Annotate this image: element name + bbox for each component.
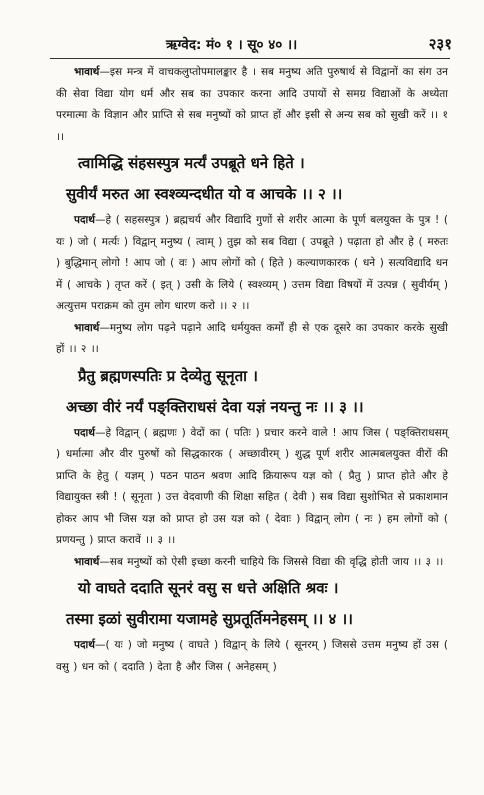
verse-line: सुवीर्यं मरुत आ स्वश्व्यन्दधीत यो व आचके ।। २ ।। [66,185,343,203]
verse-line: प्रैतु ब्रह्मणस्पतिः प्र देव्येतु सूनृता । [78,366,258,385]
page-number: २३१ [428,35,452,53]
section-text: —मनुष्य लोग पढ़ने पढ़ाने आदि धर्मयुक्त कर्मों ही से एक दूसरे का उपकार करके सुखी हों ।। २ ।। [56,321,448,355]
section-text: —हे ( सहसस्पुत्र ) ब्रह्मचर्य और विद्यादि गुणों से शरीर आत्मा के पूर्ण बलयुक्त के पुत्र ! ( यः ) जो ( मर्त्यः ) विद्वान् मनुष्य ( त्वाम् ) तुझ को सब विद्या ( उपब्रूते ) पढ़ाता हो और हे ( मरुतः ) बुद्धिमान् लोगो ! आप जो ( वः ) आप लोगों को ( हिते ) कल्याणकारक ( धने ) सत्यविद्यादि धन में ( आचके ) तृप्त करें ( इत् ) उसी के लिये ( स्वश्व्यम् ) उत्तम विद्या विषयों में उत्पन्न ( सुवीर्यम् ) अत्युत्तम पराक्रम को तुम लोग धारण करो ।। २ ।। [56,214,448,312]
section-label: पदार्थ [74,214,95,226]
prose-paragraph [56,423,448,552]
prose-paragraph [56,318,448,361]
page-body [56,62,448,678]
verse-line: त्वामिद्धि संहसस्पुत्र मर्त्यं उपब्रूते धने हिते । [78,154,305,172]
prose-paragraph [56,552,448,574]
prose-paragraph [56,210,448,318]
running-title: ऋग्वेद: मं० १ । सू० ४० ।। [166,37,298,53]
section-label: भावार्थ [74,66,100,78]
section-label: पदार्थ [74,639,95,651]
page-header [0,34,484,56]
section-text: —इस मन्त्र में वाचकलुप्तोपमालङ्कार है । सब मनुष्य अति पुरुषार्थ से विद्वानों का संग उन की सेवा विद्या योग धर्म और सब का उपकार करना आदि उपायों से समग्र विद्याओं के अध्येता परमात्मा के विज्ञान और प्राप्ति से सब मनुष्यों को प्राप्त हों और इसी से अन्य सब को सुखी करें ।। १ ।। [56,66,448,143]
header-divider [50,58,450,59]
prose-paragraph [56,635,448,678]
section-label: पदार्थ [74,426,95,439]
section-text: —हे विद्वान् ( ब्रह्मणः ) वेदों का ( पतिः ) प्रचार करने वाले ! आप जिस ( पङ्क्तिराधसम् ) धर्मात्मा और वीर पुरुषों को सिद्धकारक ( अच्छावीरम् ) शुद्ध पूर्ण शरीर आत्मबलयुक्त वीरों की प्राप्ति के हेतु ( यज्ञम् ) पठन पाठन श्रवण आदि क्रियारूप यज्ञ को ( प्रैतु ) प्राप्त होते और हे विद्यायुक्त स्त्री ! ( सूनृता ) उत्त वेदवाणी की शिक्षा सहित ( देवी ) सब विद्या सुशोभित से प्रकाशमान होकर आप भी जिस यज्ञ को प्राप्त हो उस यज्ञ को ( देवाः ) विद्वान् लोग ( नः ) हम लोगों को ( प्रणयन्तु ) प्राप्त करावें ।। ३ ।। [56,426,448,546]
verse-line: अच्छा वीरं नर्यं पङ्क्तिराधसं देवा यज्ञं नयन्तु नः ।। ३ ।। [66,397,364,416]
prose-paragraph [56,62,448,148]
section-text: —सब मनुष्यों को ऐसी इच्छा करनी चाहिये कि जिससे विद्या की वृद्धि होती जाय ।। ३ ।। [99,555,444,568]
section-text: —( यः ) जो मनुष्य ( वाघते ) विद्वान् के लिये ( सूनरम् ) जिससे उत्तम मनुष्य हों उस ( वसु ) धन को ( ददाति ) देता है और जिस ( अनेहसम् ) [56,639,448,673]
verse-line: तस्मा इळां सुवीरामा यजामहे सुप्रतूर्तिमनेहसम् ।। ४ ।। [66,610,353,628]
verse-line: यो वाघते ददाति सूनरं वसु स धत्ते अक्षिति श्रवः । [78,579,339,597]
section-label: भावार्थ [74,555,100,568]
section-label: भावार्थ [74,321,100,334]
